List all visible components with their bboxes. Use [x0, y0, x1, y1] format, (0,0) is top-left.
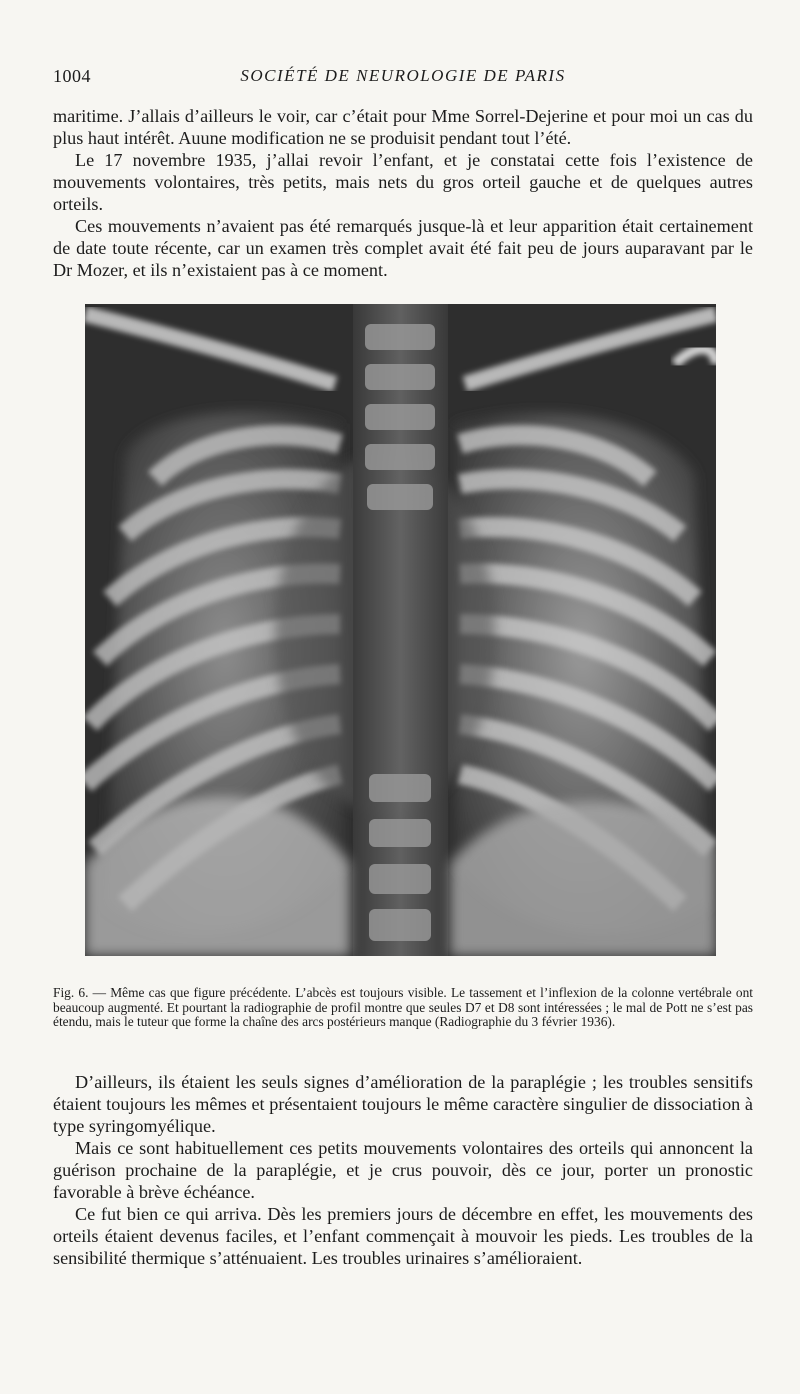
- paragraph: Ce fut bien ce qui arriva. Dès les premiers jours de décembre en effet, les mouvements des orteils étaient devenus faciles, et l’enfant commençait à mouvoir les pieds. Les troubles de la sensibilité thermique s’atténuaient. Les troubles urinaires s’amélioraient.: [53, 1204, 753, 1269]
- figure-caption: Fig. 6. — Même cas que figure précédente. L’abcès est toujours visible. Le tassement et l’inflexion de la colonne vertébrale ont beaucoup augmenté. Et pourtant la radiographie de profil montre que seules D7 et D8 sont intéressées ; le mal de Pott ne s’est pas étendu, mais le tuteur que forme la chaîne des arcs postérieurs manque (Radiographie du 3 février 1936).: [53, 985, 753, 1030]
- paragraph: Mais ce sont habituellement ces petits mouvements volontaires des orteils qui annoncent la guérison prochaine de la paraplégie, et je crus pouvoir, dès ce jour, porter un pronostic favorable à brève échéance.: [53, 1138, 753, 1203]
- page-number: 1004: [53, 66, 91, 86]
- paragraph: Ces mouvements n’avaient pas été remarqués jusque-là et leur apparition était certainement de date toute récente, car un examen très complet avait été fait peu de jours auparavant par le Dr Mozer, et ils n’existaient pas à ce moment.: [53, 216, 753, 281]
- paragraph: Le 17 novembre 1935, j’allai revoir l’enfant, et je constatai cette fois l’existence de mouvements volontaires, très petits, mais nets du gros orteil gauche et de quelques autres orteils.: [53, 150, 753, 215]
- paragraph: D’ailleurs, ils étaient les seuls signes d’amélioration de la paraplégie ; les troubles sensitifs étaient toujours les mêmes et présentaient toujours le même caractère singulier de dissociation à type syringomyélique.: [53, 1072, 753, 1137]
- paragraph: maritime. J’allais d’ailleurs le voir, car c’était pour Mme Sorrel-Dejerine et pour moi un cas du plus haut intérêt. Auune modification ne se produisit pendant tout l’été.: [53, 106, 753, 149]
- xray-figure: [85, 304, 716, 956]
- page-header: [53, 66, 753, 90]
- running-title: SOCIÉTÉ DE NEUROLOGIE DE PARIS: [240, 66, 566, 85]
- chest-xray-image: [85, 304, 716, 956]
